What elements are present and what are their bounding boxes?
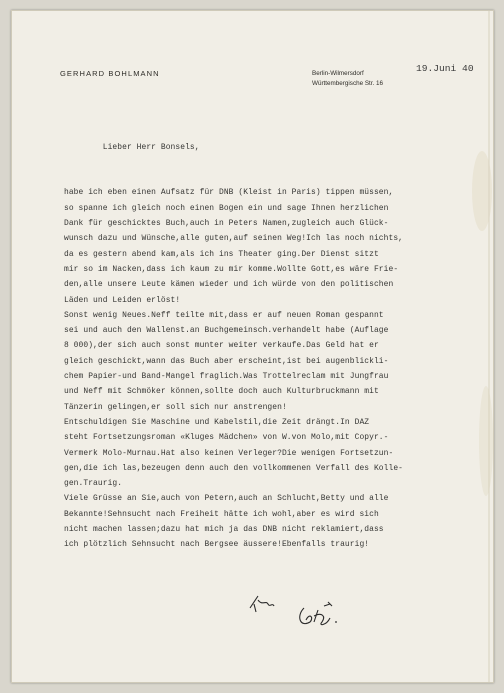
text-line: so spanne ich gleich noch einen Bogen ein und sage Ihnen herzlichen: [64, 203, 389, 213]
text-line: Tänzerin gelingen,er soll sich nur anstrengen!: [64, 402, 287, 412]
text-line: Bekannte!Sehnsucht nach Freiheit hätte ich wohl,aber es wird sich: [64, 509, 379, 519]
text-line: chem Papier-und Band-Mangel fraglich.Was Trottelreclam mit Jungfrau: [64, 372, 389, 382]
letter-paragraphs: [64, 185, 484, 552]
text-line: den,alle unsere Leute kämen wieder und ich würde von den politischen: [64, 280, 394, 290]
text-line: Sonst wenig Neues.Neff teilte mit,dass er auf neuen Roman gespannt: [64, 310, 384, 320]
letterhead-name: GERHARD BOHLMANN: [60, 69, 160, 78]
text-line: Läden und Leiden erlöst!: [64, 295, 181, 305]
text-line: Vermerk Molo-Murnau.Hat also keinen Verleger?Die wenigen Fortsetzun-: [64, 448, 394, 458]
letter-body: [64, 109, 484, 583]
text-line: wunsch dazu und Wünsche,alle guten,auf seinen Weg!Ich las noch nichts,: [64, 234, 404, 244]
letter-sheet: [11, 10, 494, 683]
text-line: sei und auch den Wallenst.an Buchgemeinsch.verhandelt habe (Auflage: [64, 326, 389, 336]
text-line: gen.Traurig.: [64, 479, 123, 489]
address-line-1: Berlin-Wilmersdorf: [312, 70, 364, 77]
text-line: habe ich eben einen Aufsatz für DNB (Kleist in Paris) tippen müssen,: [64, 188, 394, 198]
text-line: nicht machen lassen;dazu hat mich ja das DNB nicht reklamiert,dass: [64, 525, 384, 535]
text-line: Entschuldigen Sie Maschine und Kabelstil,die Zeit drängt.In DAZ: [64, 417, 370, 427]
text-line: Dank für geschicktes Buch,auch in Peters Namen,zugleich auch Glück-: [64, 219, 389, 229]
salutation-text: Lieber Herr Bonsels,: [102, 142, 200, 152]
salutation: [64, 140, 484, 155]
paragraph: [64, 491, 484, 552]
text-line: da es gestern abend kam,als ich ins Theater ging.Der Dienst sitzt: [64, 249, 379, 259]
text-line: mir so im Nacken,dass ich kaum zu mir komme.Wollte Gott,es wäre Frie-: [64, 264, 399, 274]
text-line: steht Fortsetzungsroman «Kluges Mädchen» von W.von Molo,mit Copyr.-: [64, 433, 389, 443]
paragraph: [64, 185, 484, 307]
text-line: gen,die ich las,bezeugen denn auch den vollkommenen Verfall des Kolle-: [64, 463, 404, 473]
paragraph: [64, 308, 484, 415]
signature: [244, 586, 374, 634]
letterhead-address: [312, 69, 383, 88]
text-line: gleich geschickt,wann das Buch aber erscheint,ist bei augenblickli-: [64, 356, 389, 366]
letter-date: 19.Juni 40: [416, 63, 474, 74]
text-line: und Neff mit Schmöker können,sollte doch auch Kulturbruckmann mit: [64, 387, 379, 397]
text-line: Viele Grüsse an Sie,auch von Petern,auch an Schlucht,Betty und alle: [64, 494, 389, 504]
text-line: ich plötzlich Sehnsucht nach Bergsee äussere!Ebenfalls traurig!: [64, 540, 370, 550]
paragraph: [64, 415, 484, 491]
text-line: 8 000),der sich auch sonst munter weiter verkaufe.Das Geld hat er: [64, 341, 379, 351]
address-line-2: Württembergische Str. 16: [312, 79, 384, 87]
